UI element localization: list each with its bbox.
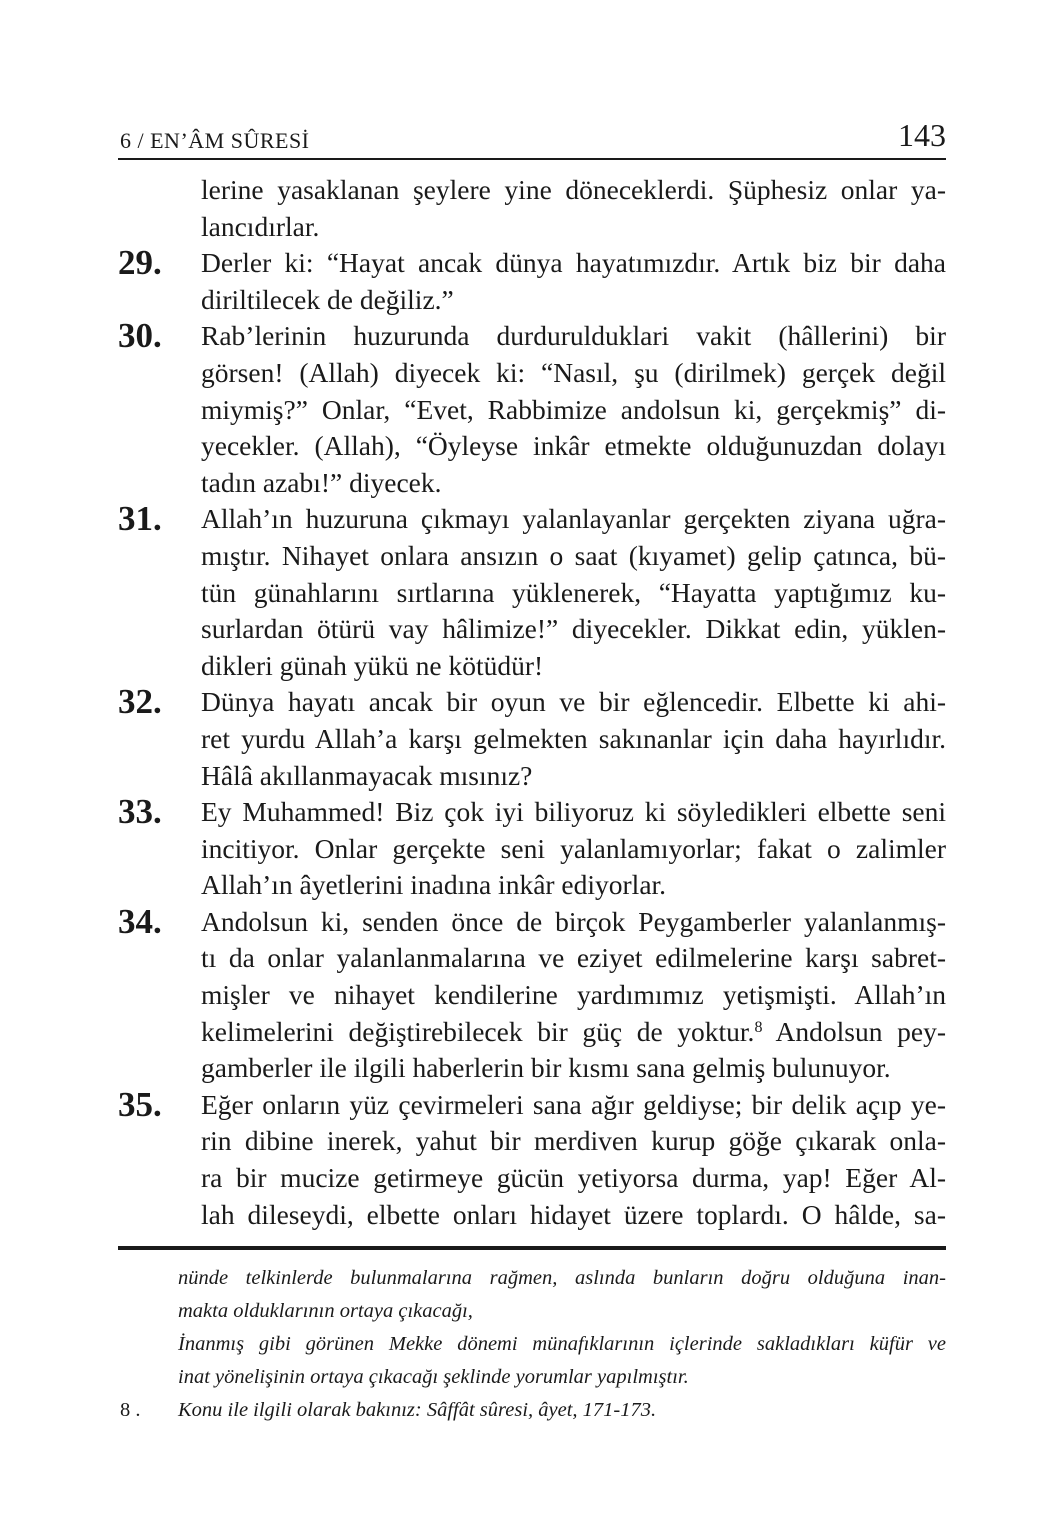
verse-34 xyxy=(118,901,946,1087)
verse-line: incitiyor. Onlar gerçekte seni yalanlamıyorlar; fakat o zalimler xyxy=(201,832,946,864)
verse-line: ra bir mucize getirmeye gücün yetiyorsa durma, yap! Eğer Al- xyxy=(201,1162,946,1194)
running-head: 6 / EN’ÂM SÛRESİ xyxy=(120,128,310,153)
footnote-line: Konu ile ilgili olarak bakınız: Sâffât sûresi, âyet, 171-173. xyxy=(178,1399,657,1421)
verse-line: gamberler ile ilgili haberlerin bir kısmı sana gelmiş bulunuyor. xyxy=(201,1052,891,1084)
verse-line: Derler ki: “Hayat ancak dünya hayatımızdır. Artık biz bir daha xyxy=(201,247,946,279)
verse-line: miymiş?” Onlar, “Evet, Rabbimize andolsun ki, gerçekmiş” di- xyxy=(201,393,946,425)
verse-number: 29. xyxy=(118,243,162,283)
verse-line: Allah’ın âyetlerini inadına inkâr ediyorlar. xyxy=(201,869,667,901)
verse-line: görsen! (Allah) diyecek ki: “Nasıl, şu (dirilmek) gerçek değil xyxy=(201,356,946,388)
verse-line: dikleri günah yükü ne kötüdür! xyxy=(201,649,544,681)
verse-line: diriltilecek de değiliz.” xyxy=(201,283,454,315)
verse-number: 32. xyxy=(118,682,162,722)
verse-line: lah dileseydi, elbette onları hidayet üzere toplardı. O hâlde, sa- xyxy=(201,1198,946,1230)
verse-line: Allah’ın huzuruna çıkmayı yalanlayanlar gerçekten ziyana uğra- xyxy=(201,503,946,535)
verse-line-text: kelimelerini değiştirebilecek bir güç de yoktur. xyxy=(201,1015,755,1047)
verse-line: mıştır. Nihayet onlara ansızın o saat (kıyamet) gelip çatınca, bü- xyxy=(201,539,946,571)
verse-number: 34. xyxy=(118,901,162,941)
verse-32 xyxy=(118,684,946,794)
verse-line: Dünya hayatı ancak bir oyun ve bir eğlencedir. Elbette ki ahi- xyxy=(201,686,946,718)
verse-29 xyxy=(118,245,946,318)
verse-line xyxy=(201,1014,946,1051)
footnote-line: İnanmış gibi görünen Mekke dönemi münafıklarının içlerinde sakladıkları küfür ve xyxy=(178,1333,946,1355)
verse-33 xyxy=(118,794,946,904)
verse-number: 35. xyxy=(118,1084,162,1124)
verse-line-tail: Andolsun pey- xyxy=(762,1015,946,1047)
verse-line: tı da onlar yalanlanmalarına ve eziyet edilmelerine karşı sabret- xyxy=(201,942,946,974)
verse-line: yecekler. (Allah), “Öyleyse inkâr etmekte olduğunuzdan dolayı xyxy=(201,430,946,462)
footnote-line: nünde telkinlerde bulunmalarına rağmen, aslında bunların doğru olduğuna inan- xyxy=(178,1267,946,1289)
footnote-line: makta olduklarının ortaya çıkacağı, xyxy=(178,1300,473,1322)
footnote-line: inat yönelişinin ortaya çıkacağı şeklinde yorumlar yapılmıştır. xyxy=(178,1366,689,1388)
verse-number: 33. xyxy=(118,792,162,832)
verse-line: ret yurdu Allah’a karşı gelmekten sakınanlar için daha hayırlıdır. xyxy=(201,722,946,754)
verse-number: 31. xyxy=(118,499,162,539)
verse-number: 30. xyxy=(118,316,162,356)
verse-continuation xyxy=(118,172,946,245)
verse-30 xyxy=(118,318,946,501)
verse-line: Andolsun ki, senden önce de birçok Peygamberler yalanlanmış- xyxy=(201,905,946,937)
page-header xyxy=(118,112,946,160)
verse-text xyxy=(118,172,946,1233)
verse-line: lancıdırlar. xyxy=(201,210,320,242)
verse-line: Rab’lerinin huzurunda durdurulduklari vakit (hâllerini) bir xyxy=(201,320,946,352)
footnote-ref-8[interactable]: 8 xyxy=(754,1018,763,1036)
verse-line: surlardan ötürü vay hâlimize!” diyecekler. Dikkat edin, yüklen- xyxy=(201,613,946,645)
verse-35 xyxy=(118,1084,946,1233)
verse-line: mişler ve nihayet kendilerine yardımımız yetişmişti. Allah’ın xyxy=(201,979,946,1011)
verse-line: Hâlâ akıllanmayacak mısınız? xyxy=(201,759,533,791)
footnotes xyxy=(118,1262,946,1427)
verse-line: tün günahlarını sırtlarına yüklenerek, “Hayatta yaptığımız ku- xyxy=(201,576,946,608)
verse-line: Eğer onların yüz çevirmeleri sana ağır geldiyse; bir delik açıp ye- xyxy=(201,1088,946,1120)
footnote-divider xyxy=(118,1246,946,1250)
footnote-number: 8 . xyxy=(120,1399,141,1421)
verse-31 xyxy=(118,501,946,684)
footnote-8 xyxy=(118,1394,946,1427)
page-number: 143 xyxy=(898,117,946,153)
verse-line: tadın azabı!” diyecek. xyxy=(201,466,442,498)
verse-line: lerine yasaklanan şeylere yine döneceklerdi. Şüphesiz onlar ya- xyxy=(201,174,946,205)
verse-line: rin dibine inerek, yahut bir merdiven kurup göğe çıkarak onla- xyxy=(201,1125,946,1157)
verse-line: Ey Muhammed! Biz çok iyi biliyoruz ki söyledikleri elbette seni xyxy=(201,796,946,828)
